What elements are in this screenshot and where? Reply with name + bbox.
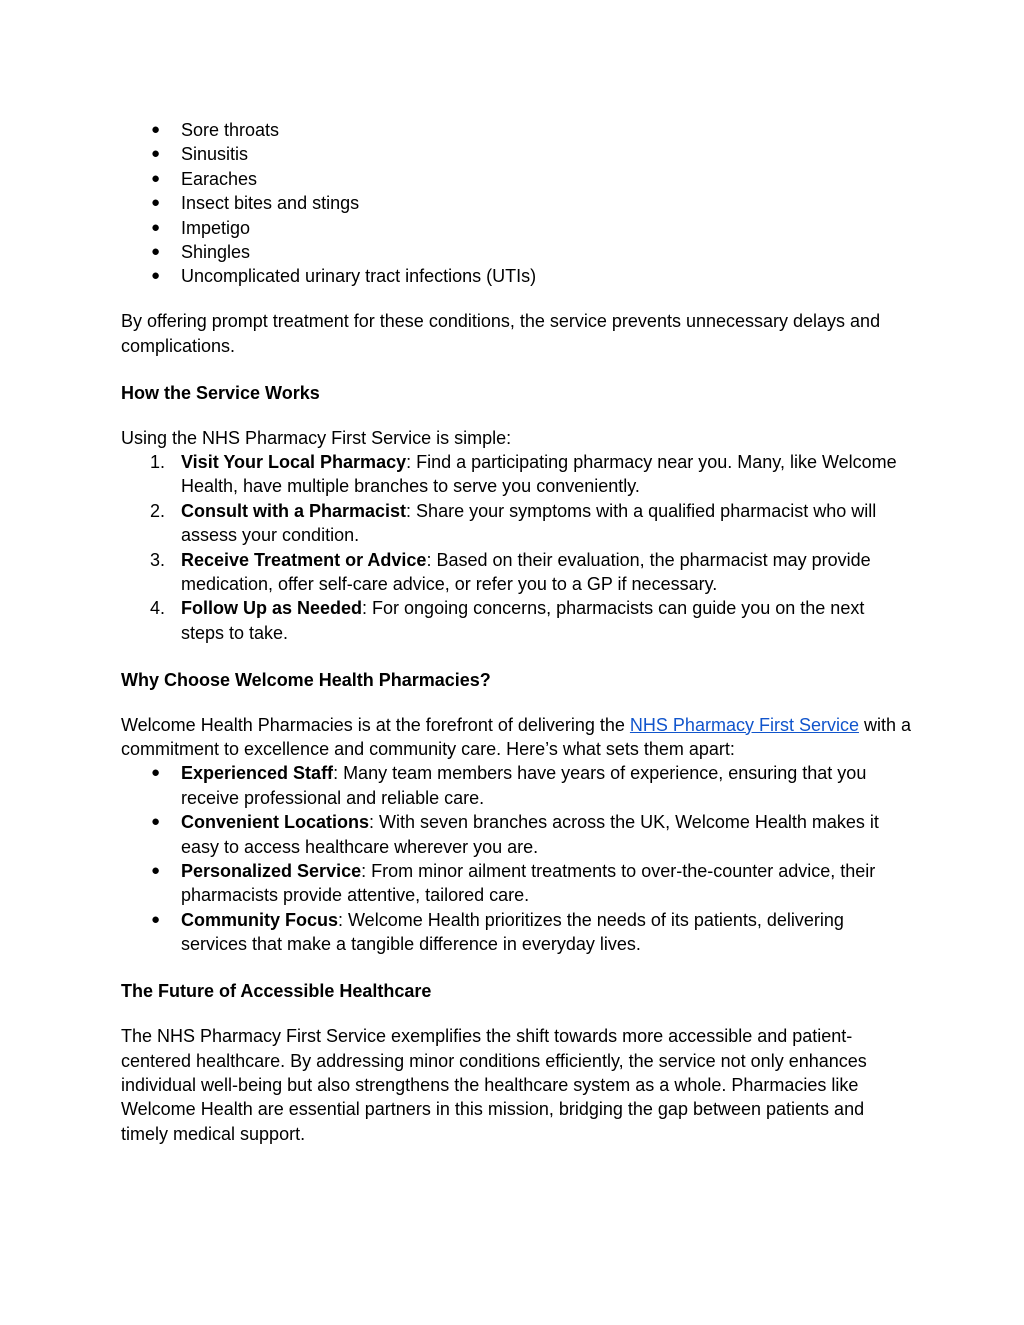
list-item bbox=[121, 264, 911, 288]
reason-title: Personalized Service bbox=[181, 861, 362, 882]
reason-text: : Many team members have years of experience, ensuring that you receive professional and reliable care. bbox=[181, 763, 867, 808]
list-item bbox=[121, 216, 911, 240]
bullet-marker: ● bbox=[151, 862, 161, 880]
bullet-marker: ● bbox=[151, 764, 161, 782]
list-item bbox=[121, 167, 911, 191]
bullet-marker: ● bbox=[151, 218, 161, 236]
step-title: Consult with a Pharmacist bbox=[181, 500, 407, 521]
list-item bbox=[121, 118, 911, 142]
why-choose-heading: Why Choose Welcome Health Pharmacies? bbox=[121, 669, 491, 690]
step-text: : For ongoing concerns, pharmacists can guide you on the next steps to take. bbox=[181, 598, 865, 643]
step-item bbox=[121, 450, 911, 499]
intro-paragraph: By offering prompt treatment for these conditions, the service prevents unnecessary delays and complications. bbox=[121, 311, 881, 356]
reason-title: Experienced Staff bbox=[181, 763, 334, 784]
bullet-marker: ● bbox=[151, 813, 161, 831]
reason-title: Convenient Locations bbox=[181, 812, 370, 833]
step-title: Receive Treatment or Advice bbox=[181, 549, 427, 570]
conditions-list bbox=[121, 118, 911, 289]
step-item bbox=[121, 548, 911, 597]
list-item bbox=[121, 810, 911, 859]
list-item-text: Impetigo bbox=[181, 217, 251, 238]
list-item-text: Earaches bbox=[181, 168, 258, 189]
how-it-works-intro: Using the NHS Pharmacy First Service is simple: bbox=[121, 427, 512, 448]
bullet-marker: ● bbox=[151, 121, 161, 138]
reason-title: Community Focus bbox=[181, 909, 339, 930]
steps-list bbox=[121, 450, 911, 645]
step-text: : Find a participating pharmacy near you. Many, like Welcome Health, have multiple branches to serve you conveniently. bbox=[181, 451, 897, 497]
reasons-list bbox=[121, 761, 911, 956]
step-title: Follow Up as Needed bbox=[181, 598, 363, 619]
step-item bbox=[121, 499, 911, 548]
how-it-works-heading: How the Service Works bbox=[121, 382, 320, 403]
reason-text: : With seven branches across the UK, Welcome Health makes it easy to access healthcare wherever you are. bbox=[181, 812, 879, 857]
future-heading: The Future of Accessible Healthcare bbox=[121, 981, 432, 1002]
list-item-text: Sinusitis bbox=[181, 144, 249, 165]
bullet-marker: ● bbox=[151, 194, 161, 212]
bullet-marker: ● bbox=[151, 243, 161, 261]
bullet-marker: ● bbox=[151, 910, 161, 928]
bullet-marker: ● bbox=[151, 169, 161, 187]
why-choose-intro-before: Welcome Health Pharmacies is at the forefront of delivering the bbox=[121, 714, 630, 735]
step-title: Visit Your Local Pharmacy bbox=[181, 451, 407, 472]
step-text: : Share your symptoms with a qualified pharmacist who will assess your condition. bbox=[181, 500, 877, 546]
nhs-pharmacy-first-link[interactable]: NHS Pharmacy First Service bbox=[629, 714, 859, 735]
list-item-text: Insect bites and stings bbox=[181, 193, 360, 214]
bullet-marker: ● bbox=[151, 267, 161, 285]
list-item bbox=[121, 859, 911, 908]
step-item bbox=[121, 596, 911, 645]
why-choose-intro bbox=[121, 713, 911, 762]
list-item bbox=[121, 142, 911, 166]
list-item bbox=[121, 761, 911, 810]
step-number: 4. bbox=[150, 598, 166, 619]
why-choose-intro-after: with a commitment to excellence and community care. Here’s what sets them apart: bbox=[121, 714, 911, 760]
reason-text: : From minor ailment treatments to over-the-counter advice, their pharmacists provide attentive, tailored care. bbox=[181, 861, 876, 906]
future-paragraph: The NHS Pharmacy First Service exemplifies the shift towards more accessible and patient-centered healthcare. By addressing minor conditions efficiently, the service not only enhances individual well-being but also strengthens the healthcare system as a whole. Pharmacies like Welcome Health are essential partners in this mission, bridging the gap between patients and timely medical support. bbox=[121, 1026, 867, 1144]
step-number: 1. bbox=[150, 451, 166, 472]
bullet-marker: ● bbox=[151, 145, 161, 163]
list-item-text: Sore throats bbox=[181, 120, 280, 140]
reason-text: : Welcome Health prioritizes the needs of its patients, delivering services that make a tangible difference in everyday lives. bbox=[181, 909, 844, 955]
step-number: 2. bbox=[150, 500, 166, 521]
step-text: : Based on their evaluation, the pharmacist may provide medication, offer self-care advice, or refer you to a GP if necessary. bbox=[181, 549, 871, 594]
list-item-text: Uncomplicated urinary tract infections (UTIs) bbox=[181, 266, 537, 287]
list-item bbox=[121, 908, 911, 957]
list-item-text: Shingles bbox=[181, 242, 251, 263]
list-item bbox=[121, 240, 911, 264]
step-number: 3. bbox=[150, 549, 166, 570]
list-item bbox=[121, 191, 911, 215]
document-body bbox=[121, 118, 911, 1146]
